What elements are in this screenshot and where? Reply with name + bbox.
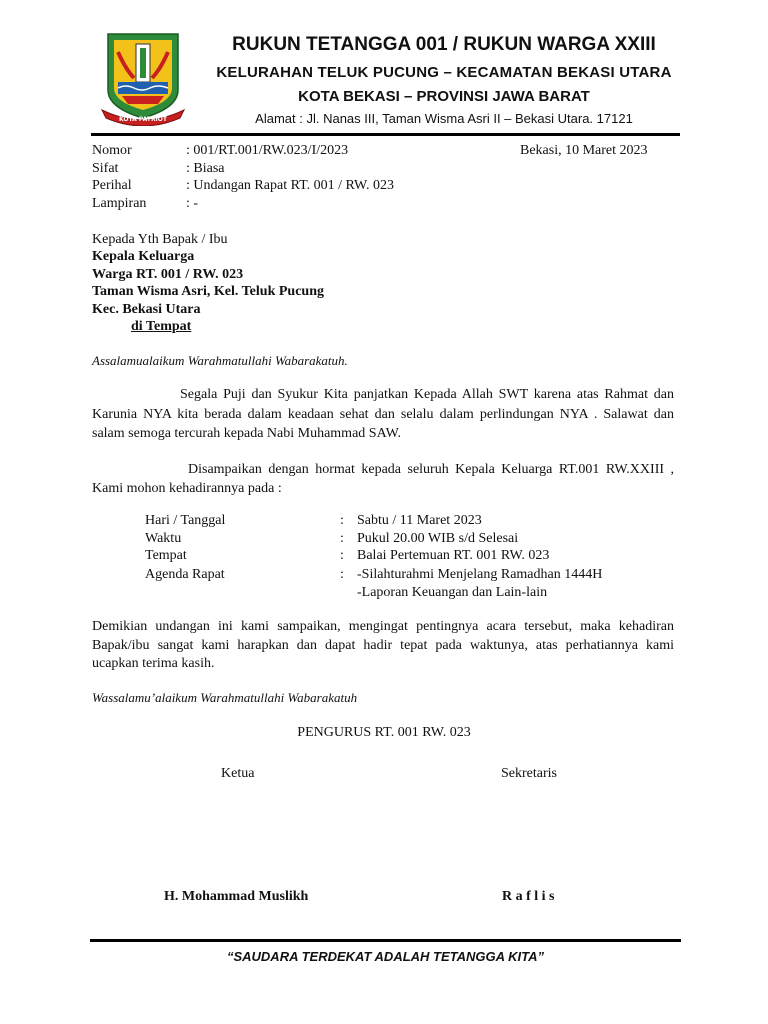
closing-line-1: Demikian undangan ini kami sampaikan, mengingat pentingnya acara tersebut, maka kehadiran [92,619,674,634]
nomor-label: Nomor [92,143,132,158]
footer-motto: “SAUDARA TERDEKAT ADALAH TETANGGA KITA” [226,949,545,964]
footer-divider [90,939,681,942]
para1-line-3: salam semoga tercurah kepada Nabi Muhammad SAW. [92,426,401,441]
perihal-value: : Undangan Rapat RT. 001 / RW. 023 [186,178,394,193]
nomor-value: : 001/RT.001/RW.023/I/2023 [186,143,349,158]
recipient-line-1: Kepada Yth Bapak / Ibu [92,232,228,247]
recipient-line-4: Taman Wisma Asri, Kel. Teluk Pucung [92,284,324,299]
sekretaris-label: Sekretaris [501,766,557,781]
closing-line-3: ucapkan terima kasih. [92,656,215,671]
letterhead-kelurahan: KELURAHAN TELUK PUCUNG – KECAMATAN BEKASI UTARA [216,64,672,81]
para1-line-2: Karunia NYA kita berada dalam keadaan sehat dan selalu dalam perlindungan NYA . Salawat dan [92,407,674,422]
agenda-value-agenda-2: -Laporan Keuangan dan Lain-lain [357,585,548,600]
agenda-colon-date: : [340,513,344,528]
ketua-name: H. Mohammad Muslikh [164,889,309,904]
para1-line-1: Segala Puji dan Syukur Kita panjatkan Kepada Allah SWT karena atas Rahmat dan [180,387,674,402]
header-divider [91,133,680,136]
lampiran-label: Lampiran [92,196,147,211]
para2-line-2: Kami mohon kehadirannya pada : [92,481,282,496]
recipient-line-6: di Tempat [131,319,192,334]
recipient-line-2: Kepala Keluarga [92,249,195,264]
lampiran-value: : - [186,196,199,211]
agenda-label-place: Tempat [145,548,187,563]
ketua-label: Ketua [221,766,255,781]
agenda-colon-place: : [340,548,344,563]
sekretaris-name: R a f l i s [502,889,555,904]
agenda-value-agenda-1: -Silahturahmi Menjelang Ramadhan 1444H [357,567,603,582]
closing-salam: Wassalamu’alaikum Warahmatullahi Wabarakatuh [92,690,358,705]
letterhead-kota: KOTA BEKASI – PROVINSI JAWA BARAT [298,88,590,105]
sifat-label: Sifat [92,161,119,176]
perihal-label: Perihal [92,178,132,193]
agenda-label-date: Hari / Tanggal [145,513,226,528]
agenda-value-time: Pukul 20.00 WIB s/d Selesai [357,531,519,546]
agenda-value-place: Balai Pertemuan RT. 001 RW. 023 [357,548,550,563]
para2-line-1: Disampaikan dengan hormat kepada seluruh Kepala Keluarga RT.001 RW.XXIII , [188,462,674,477]
city-emblem-logo [100,30,186,126]
agenda-label-agenda: Agenda Rapat [145,567,225,582]
letterhead-address: Alamat : Jl. Nanas III, Taman Wisma Asri II – Bekasi Utara. 17121 [255,111,633,126]
agenda-label-time: Waktu [145,531,182,546]
agenda-colon-agenda: : [340,567,344,582]
agenda-value-date: Sabtu / 11 Maret 2023 [357,513,482,528]
signature-org: PENGURUS RT. 001 RW. 023 [297,725,471,740]
recipient-line-5: Kec. Bekasi Utara [92,302,201,317]
letterhead-title: RUKUN TETANGGA 001 / RUKUN WARGA XXIII [232,34,656,55]
logo-banner-text: KOTA PATRIOT [118,116,168,123]
agenda-colon-time: : [340,531,344,546]
greeting: Assalamualaikum Warahmatullahi Wabarakatuh. [92,353,348,368]
sifat-value: : Biasa [186,161,225,176]
closing-line-2: Bapak/ibu sangat kami harapkan dan dapat hadir tepat pada waktunya, atas perhatiannya kami [92,638,674,653]
place-date: Bekasi, 10 Maret 2023 [520,143,648,158]
recipient-line-3: Warga RT. 001 / RW. 023 [92,267,244,282]
